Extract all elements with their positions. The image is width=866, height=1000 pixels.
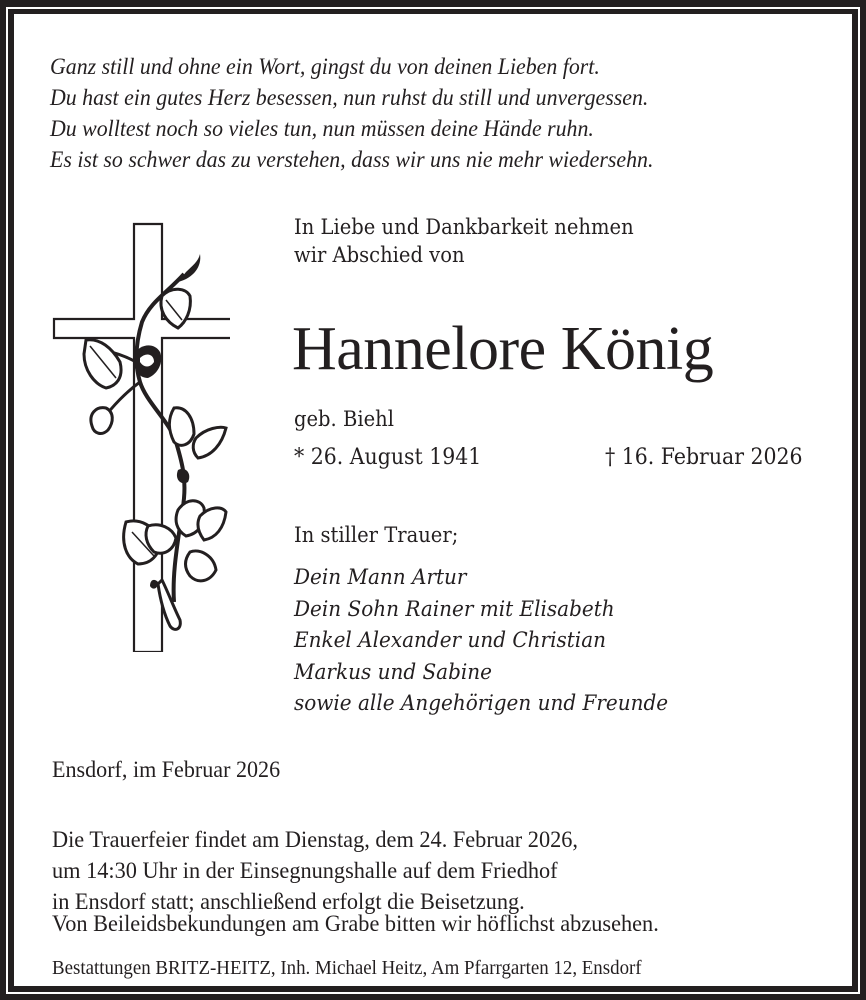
death-date: † 16. Februar 2026 [605, 445, 803, 470]
ceremony-line: um 14:30 Uhr in der Einsegnungshalle auf dem Friedhof [52, 858, 558, 883]
mourner: sowie alle Angehörigen und Freunde [294, 691, 669, 716]
intro-text [294, 213, 634, 269]
poem-line: Ganz still und ohne ein Wort, gingst du von deinen Lieben fort. [50, 54, 600, 80]
cross-with-rose-icon [50, 222, 230, 652]
mourners-list [294, 562, 668, 720]
poem-line: Du hast ein gutes Herz besessen, nun ruhst du still und unvergessen. [50, 85, 649, 111]
poem-line: Es ist so schwer das zu verstehen, dass wir uns nie mehr wiedersehn. [50, 147, 654, 173]
memorial-poem [50, 52, 794, 176]
deceased-name: Hannelore König [292, 315, 714, 383]
ceremony-line: Die Trauerfeier findet am Dienstag, dem 24. Februar 2026, [52, 827, 579, 852]
undertaker-info: Bestattungen BRITZ-HEITZ, Inh. Michael Heitz, Am Pfarrgarten 12, Ensdorf [52, 957, 642, 979]
mourner: Dein Sohn Rainer mit Elisabeth [294, 596, 615, 622]
intro-line: In Liebe und Dankbarkeit nehmen [294, 215, 634, 239]
condolence-note: Von Beileidsbekundungen am Grabe bitten wir höflichst abzusehen. [52, 911, 659, 936]
birth-date: * 26. August 1941 [294, 445, 482, 470]
ceremony-line: in Ensdorf statt; anschließend erfolgt die Beisetzung. [52, 889, 525, 914]
mourners-heading: In stiller Trauer; [294, 523, 459, 547]
mourner: Markus und Sabine [294, 659, 493, 685]
obituary-notice [14, 14, 852, 986]
intro-line: wir Abschied von [294, 243, 465, 267]
poem-line: Du wolltest noch so vieles tun, nun müssen deine Hände ruhn. [50, 116, 594, 142]
mourner: Enkel Alexander und Christian [294, 628, 607, 653]
maiden-name: geb. Biehl [294, 407, 394, 431]
mourner: Dein Mann Artur [294, 565, 467, 590]
place-and-date: Ensdorf, im Februar 2026 [52, 757, 281, 782]
ceremony-details [52, 824, 578, 917]
